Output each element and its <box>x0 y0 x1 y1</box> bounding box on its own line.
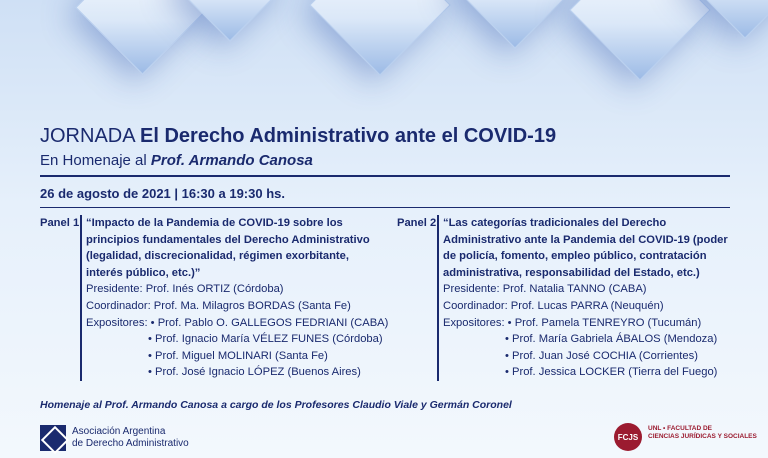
aada-logo-text: Asociación Argentina de Derecho Administrativo <box>72 426 189 449</box>
header <box>40 125 730 177</box>
aada-logo-icon <box>40 425 66 451</box>
panel-label: Panel 2 <box>397 217 437 229</box>
panel-title: “Impacto de la Pandemia de COVID-19 sobre los principios fundamentales del Derecho Administrativo (legalidad, discrecionalidad, régimen exorbitante, interés público, etc.)” <box>86 217 370 279</box>
page-title: JORNADA El Derecho Administrativo ante el COVID-19 <box>40 125 557 147</box>
presidente: Presidente: Prof. Natalia TANNO (CABA) <box>443 283 647 296</box>
aada-logo <box>40 425 189 451</box>
divider <box>40 207 730 208</box>
expositor-item: • Prof. Miguel MOLINARI (Santa Fe) <box>148 349 328 362</box>
panel-body <box>443 215 741 381</box>
divider <box>40 175 730 177</box>
cube-shape <box>451 0 578 49</box>
presidente: Presidente: Prof. Inés ORTIZ (Córdoba) <box>86 283 284 296</box>
hero-image <box>0 0 768 130</box>
event-date: 26 de agosto de 2021 | 16:30 a 19:30 hs. <box>40 186 285 201</box>
cube-shape <box>75 0 209 75</box>
coordinador: Coordinador: Prof. Ma. Milagros BORDAS (Santa Fe) <box>86 299 351 312</box>
fcjs-logo-icon: FCJS <box>614 423 642 451</box>
homenaje-note: Homenaje al Prof. Armando Canosa a cargo de los Profesores Claudio Viale y Germán Coronel <box>40 399 512 411</box>
panel-label: Panel 1 <box>40 217 80 229</box>
panel-title: “Las categorías tradicionales del Derecho Administrativo ante la Pandemia del COVID-19 (poder de policía, fomento, empleo público, contratación administrativa, responsabilidad del Estado, etc.) <box>443 217 728 279</box>
panel-divider <box>437 215 439 381</box>
expositor-item: • Prof. María Gabriela ÁBALOS (Mendoza) <box>505 333 718 346</box>
expositor-item: • Prof. Juan José COCHIA (Corrientes) <box>505 349 698 362</box>
expositor-item: • Prof. José Ignacio LÓPEZ (Buenos Aires) <box>148 366 361 379</box>
panel-body <box>86 215 388 381</box>
panel-divider <box>80 215 82 381</box>
expositor-item: • Prof. Jessica LOCKER (Tierra del Fuego) <box>505 366 718 379</box>
unl-logo-text: UNL • FACULTAD DE CIENCIAS JURÍDICAS Y SOCIALES <box>648 425 757 440</box>
coordinador: Coordinador: Prof. Lucas PARRA (Neuquén) <box>443 299 664 312</box>
page-subtitle: En Homenaje al Prof. Armando Canosa <box>40 152 313 169</box>
expositor-item: • Prof. Pablo O. GALLEGOS FEDRIANI (CABA) <box>150 316 389 329</box>
expositor-item: • Prof. Pamela TENREYRO (Tucumán) <box>507 316 702 329</box>
expositores: Expositores: • Prof. Pamela TENREYRO (Tucumán) <box>443 316 702 329</box>
expositores: Expositores: • Prof. Pablo O. GALLEGOS FEDRIANI (CABA) <box>86 316 389 329</box>
expositor-item: • Prof. Ignacio María VÉLEZ FUNES (Córdoba) <box>148 333 383 346</box>
cube-shape <box>309 0 450 76</box>
cube-shape <box>569 0 710 81</box>
